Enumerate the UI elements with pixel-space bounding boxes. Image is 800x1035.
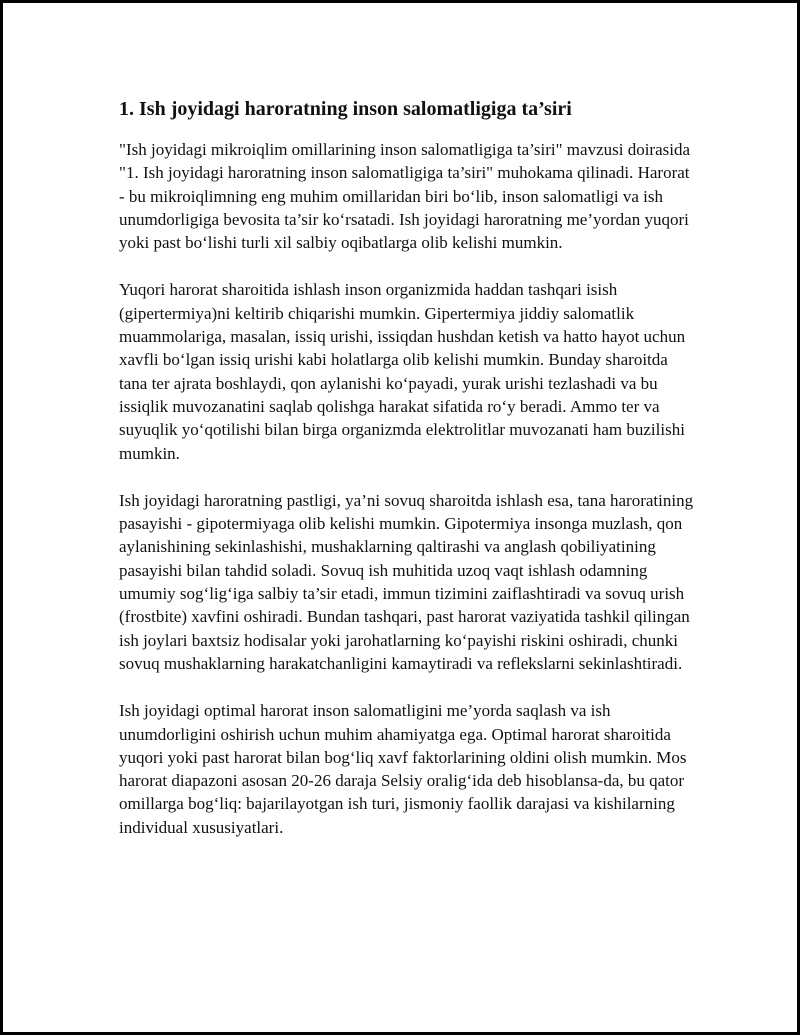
- paragraph-low-temperature: Ish joyidagi haroratning pastligi, ya’ni sovuq sharoitda ishlash esa, tana haroratining pasayishi - gipotermiyaga olib kelishi mumkin. Gipotermiya insonga muzlash, qon aylanishining sekinlashishi, mushaklarning qaltirashi va anglash qobiliyatining pasayishi bilan tahdid soladi. Sovuq ish muhitida uzoq vaqt ishlash odamning umumiy sog‘lig‘iga salbiy ta’sir etadi, immun tizimini zaiflashtiradi va sovuq urish (frostbite) xavfini oshiradi. Bundan tashqari, past harorat vaziyatida tashkil qilingan ish joylari baxtsiz hodisalar yoki jarohatlarning ko‘payishi riskini oshiradi, chunki sovuq mushaklarning harakatchanligini kamaytiradi va reflekslarni sekinlashtiradi.: [119, 490, 694, 673]
- paragraph-optimal-temperature: Ish joyidagi optimal harorat inson salomatligini me’yorda saqlash va ish unumdorligini oshirish uchun muhim ahamiyatga ega. Optimal harorat sharoitida yuqori yoki past harorat bilan bog‘liq xavf faktorlarining oldini olish mumkin. Mos harorat diapazoni asosan 20-26 daraja Selsiy oralig‘ida deb hisoblansa-da, bu qator omillarga bog‘liq: bajarilayotgan ish turi, jismoniy faollik darajasi va kishilarning individual xususiyatlari.: [119, 701, 687, 837]
- paragraph-high-temperature: Yuqori harorat sharoitida ishlash inson organizmida haddan tashqari isish (gipertermiya)ni keltirib chiqarishi mumkin. Gipertermiya jiddiy salomatlik muammolariga, masalan, issiq urishi, issiqdan hushdan ketish va hatto hayot uchun xavfli bo‘lgan issiq urishi kabi holatlarga olib kelishi mumkin. Bunday sharoitda tana ter ajrata boshlaydi, qon aylanishi ko‘payadi, yurak urishi tezlashadi va bu issiqlik muvozanatini saqlab qolishga harakat sifatida ro‘y beradi. Ammo ter va suyuqlik yo‘qotilishi bilan birga organizmda elektrolitlar muvozanati ham buzilishi mumkin.: [119, 280, 686, 463]
- document-content: [119, 95, 699, 863]
- section-heading: 1. Ish joyidagi haroratning inson salomatligiga ta’siri: [119, 98, 572, 120]
- paragraph-intro: "Ish joyidagi mikroiqlim omillarining inson salomatligiga ta’siri" mavzusi doirasida "1. Ish joyidagi haroratning inson salomatligiga ta’siri" muhokama qilinadi. Harorat - bu mikroiqlimning eng muhim omillaridan biri bo‘lib, inson salomatligi va ish unumdorligiga bevosita ta’sir ko‘rsatadi. Ish joyidagi haroratning me’yordan yuqori yoki past bo‘lishi turli xil salbiy oqibatlarga olib kelishi mumkin.: [119, 140, 691, 253]
